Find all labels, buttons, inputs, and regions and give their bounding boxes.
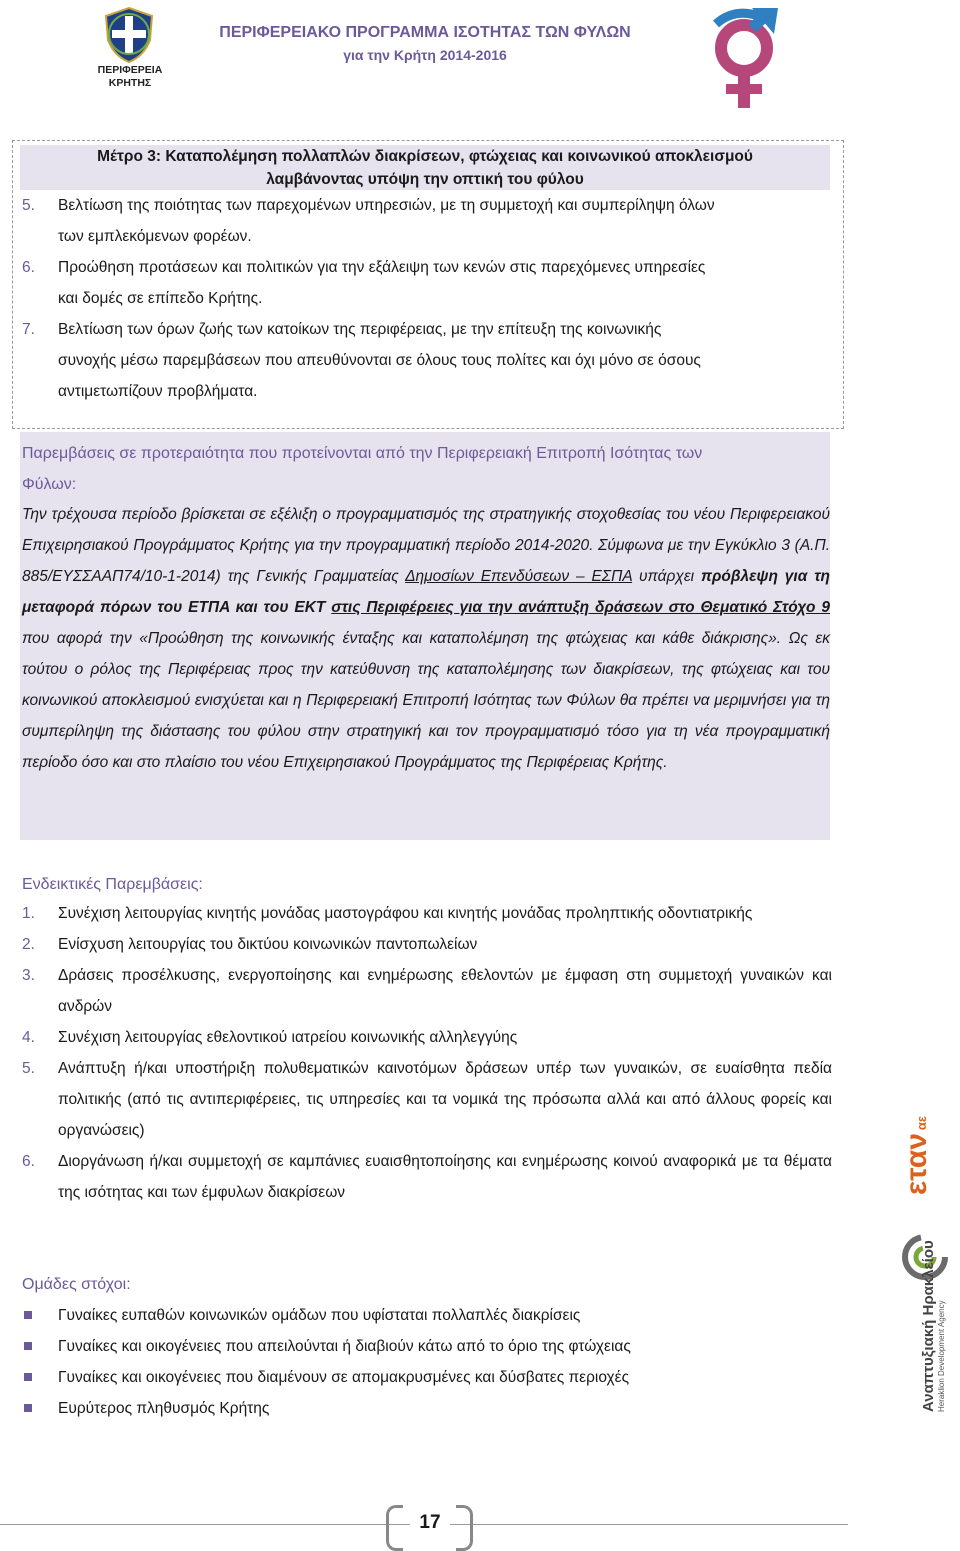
item-text: Δράσεις προσέλκυσης, ενεργοποίησης και ενημέρωσης εθελοντών με έμφαση στη συμμετοχή γυναικών και ανδρών (58, 967, 832, 1015)
square-bullet-icon (24, 1342, 32, 1350)
priority-underlined-text: Δημοσίων Επενδύσεων – ΕΣΠΑ (405, 568, 633, 585)
list-item (22, 252, 832, 314)
crest-label-line1: ΠΕΡΙΦΕΡΕΙΑ (97, 64, 163, 76)
priority-text: Την τρέχουσα περίοδο βρίσκεται σε εξέλιξη ο προγραμματισμός της στρατηγικής στοχοθεσίας του νέου Περιφερειακού Επιχειρησιακού Προγράμματος Κρήτης για την προγραμματική περίοδο 2014-2020. Σύμφωνα με την Εγκύκλιο 3 (Α.Π. 885/ΕΥΣΣΑΑΠ74/10-1-2014) της Γενικής Γραμματείας (22, 506, 830, 585)
item-text: Συνέχιση λειτουργίας εθελοντικού ιατρείου κοινωνικής αλληλεγγύης (58, 1029, 518, 1046)
item-number: 3. (22, 967, 35, 984)
agency-text (920, 1240, 946, 1412)
list-item (22, 1146, 832, 1208)
list-item (22, 1053, 832, 1146)
etan-logo-text (900, 1045, 934, 1195)
etan-suffix: αε (914, 1115, 929, 1131)
list-item (22, 898, 832, 929)
targets-list (22, 1300, 832, 1424)
item-number: 5. (22, 1060, 35, 1077)
item-text: Ευρύτερος πληθυσμός Κρήτης (58, 1400, 270, 1417)
list-item (22, 929, 832, 960)
item-text: Γυναίκες ευπαθών κοινωνικών ομάδων που υφίσταται πολλαπλές διακρίσεις (58, 1307, 581, 1324)
item-line: αντιμετωπίζουν προβλήματα. (58, 383, 258, 400)
priority-heading-line1: Παρεμβάσεις σε προτεραιότητα που προτείνονται από την Περιφερειακή Επιτροπή Ισότητας των (22, 445, 703, 462)
priority-heading (22, 438, 830, 500)
item-line: Βελτίωση των όρων ζωής των κατοίκων της περιφέρειας, με την επίτευξη της κοινωνικής (58, 321, 662, 338)
indicative-heading: Ενδεικτικές Παρεμβάσεις: (22, 876, 203, 893)
list-item (22, 960, 832, 1022)
list-item (22, 1331, 832, 1362)
priority-text: υπάρχει (632, 568, 701, 585)
crest-icon (100, 6, 158, 64)
measure-title-line2: λαμβάνοντας υπόψη την οπτική του φύλου (266, 171, 584, 188)
item-text: Ενίσχυση λειτουργίας του δικτύου κοινωνικών παντοπωλείων (58, 936, 478, 953)
list-item (22, 1300, 832, 1331)
item-line: των εμπλεκόμενων φορέων. (58, 228, 252, 245)
page-number: 17 (410, 1512, 450, 1534)
list-item (22, 190, 832, 252)
priority-paragraph (22, 499, 830, 778)
item-number: 2. (22, 936, 35, 953)
agency-line1: Αναπτυξιακή Ηρακλείου (920, 1240, 937, 1412)
item-text: Συνέχιση λειτουργίας κινητής μονάδας μαστογράφου και κινητής μονάδας προληπτικής οδοντιατρικής (58, 905, 753, 922)
indicative-list (22, 898, 832, 1208)
priority-text: που αφορά την «Προώθηση της κοινωνικής ένταξης και καταπολέμηση της φτώχειας και κάθε διάκρισης». Ως εκ τούτου ο ρόλος της Περιφέρειας προς την κατεύθυνση της καταπολέμησης των διακρίσεων, της φτώχειας και του κοινωνικού αποκλεισμού ενισχύεται και η Περιφερειακή Επιτροπή Ισότητας των Φύλων θα πρέπει να μεριμνήσει για τη συμπερίληψη της διάστασης του φύλου στην στρατηγική και τον προγραμματισμό τόσο για τη νέα προγραμματική περίοδο όσο και στο πλαίσιο του νέου Επιχειρησιακού Προγράμματος της Περιφέρειας Κρήτης. (22, 630, 830, 771)
item-number: 1. (22, 905, 35, 922)
etan-logo (898, 1085, 954, 1235)
agency-line2: Heraklion Development Agency (937, 1300, 946, 1412)
region-crest-label (88, 64, 172, 90)
square-bullet-icon (24, 1311, 32, 1319)
measure-list (22, 190, 832, 407)
etan-main: εταν (900, 1133, 933, 1195)
measure-title-line1: Μέτρο 3: Καταπολέμηση πολλαπλών διακρίσεων, φτώχειας και κοινωνικού αποκλεισμού (97, 148, 753, 165)
program-title: ΠΕΡΙΦΕΡΕΙΑΚΟ ΠΡΟΓΡΑΜΜΑ ΙΣΟΤΗΤΑΣ ΤΩΝ ΦΥΛΩΝ (219, 24, 631, 41)
gender-symbol-icon (706, 4, 782, 110)
priority-bold-underlined-text: στις Περιφέρειες για την ανάπτυξη δράσεων στο Θεματικό Στόχο 9 (331, 599, 830, 616)
item-number: 7. (22, 321, 35, 338)
region-crest-logo (100, 6, 158, 64)
priority-heading-line2: Φύλων: (22, 476, 77, 493)
item-number: 6. (22, 1153, 35, 1170)
program-subtitle: για την Κρήτη 2014-2016 (343, 47, 507, 63)
item-number: 6. (22, 259, 35, 276)
targets-heading: Ομάδες στόχοι: (22, 1276, 131, 1293)
item-text: Γυναίκες και οικογένειες που απειλούνται ή διαβιούν κάτω από το όριο της φτώχειας (58, 1338, 631, 1355)
page-bracket-right (456, 1505, 473, 1551)
gender-symbol-logo (706, 4, 782, 110)
item-number: 4. (22, 1029, 35, 1046)
list-item (22, 1022, 832, 1053)
item-line: και δομές σε επίπεδο Κρήτης. (58, 290, 263, 307)
item-number: 5. (22, 197, 35, 214)
square-bullet-icon (24, 1373, 32, 1381)
crest-label-line2: ΚΡΗΤΗΣ (108, 77, 152, 89)
list-item (22, 1362, 832, 1393)
square-bullet-icon (24, 1404, 32, 1412)
item-line: Βελτίωση της ποιότητας των παρεχομένων υπηρεσιών, με τη συμμετοχή και συμπερίληψη όλων (58, 197, 715, 214)
item-text: Ανάπτυξη ή/και υποστήριξη πολυθεματικών καινοτόμων δράσεων υπέρ των γυναικών, σε ευαίσθητα πεδία πολιτικής (από τις αντιπεριφέρειες, τις υπηρεσίες και τα νομικά της πρόσωπα αλλά και από άλλους φορείς και οργανώσεις) (58, 1060, 832, 1139)
page-bracket-left (386, 1505, 403, 1551)
item-text: Διοργάνωση ή/και συμμετοχή σε καμπάνιες ευαισθητοποίησης και ενημέρωσης κοινού αναφορικά με τα θέματα της ισότητας και των έμφυλων διακρίσεων (58, 1153, 832, 1201)
priority-bold-text: πρόβλεψη για τη μεταφορά πόρων του ΕΤΠΑ και του ΕΚΤ (22, 568, 831, 616)
item-line: συνοχής μέσω παρεμβάσεων που απευθύνονται σε όλους τους πολίτες και όχι μόνο σε όσους (58, 352, 701, 369)
list-item (22, 314, 832, 407)
measure-title (20, 145, 830, 190)
agency-logo (898, 1230, 954, 1415)
item-text: Γυναίκες και οικογένειες που διαμένουν σε απομακρυσμένες και δύσβατες περιοχές (58, 1369, 630, 1386)
item-line: Προώθηση προτάσεων και πολιτικών για την εξάλειψη των κενών στις παρεχόμενες υπηρεσίες (58, 259, 706, 276)
list-item (22, 1393, 832, 1424)
